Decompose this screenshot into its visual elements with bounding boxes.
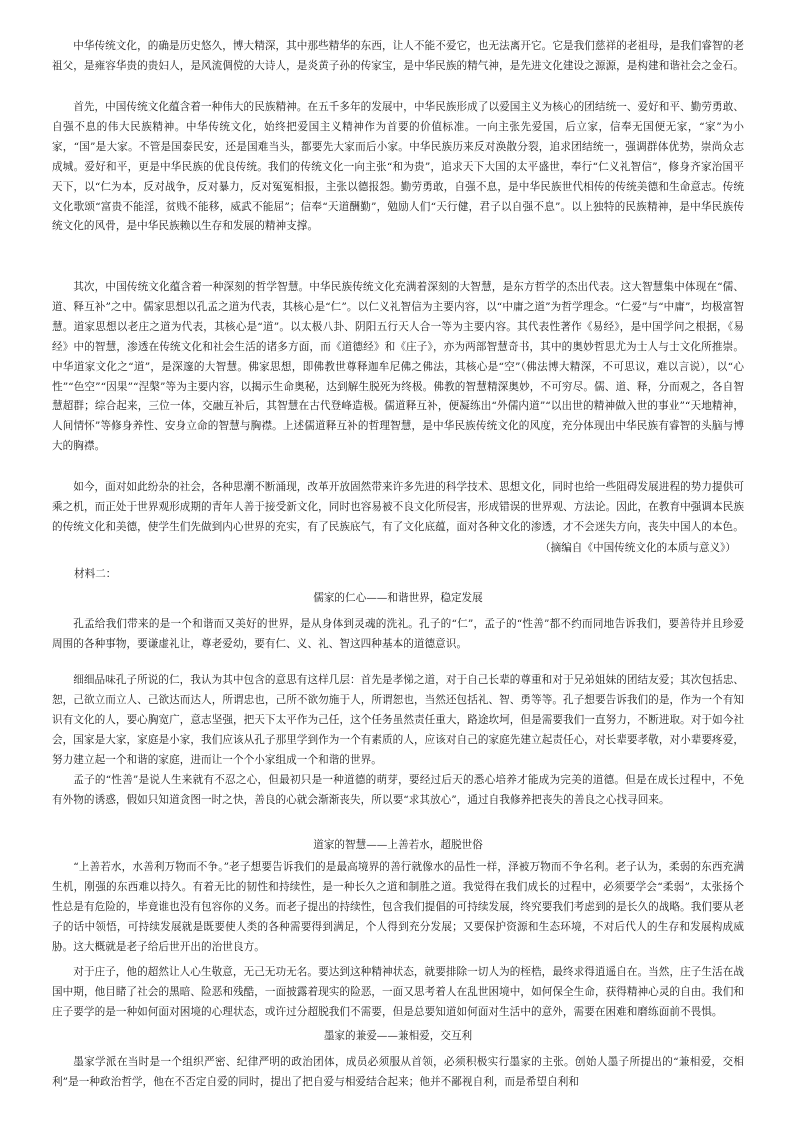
section-title-taoist: 道家的智慧——上善若水，超脱世俗	[313, 839, 483, 851]
material2-paragraph-3: 孟子的“性善”是说人生来就有不忍之心，但最初只是一种道德的萌芽，要经过后天的悉心培养才能成为完美的道德。但是在成长过程中，不免有外物的诱惑，假如只知道贪图一时之快，善良的心就会渐渐丧失，所以要“求其放心”，通过自我修养把丧失的善良之心找寻回来。	[52, 774, 744, 806]
material2-paragraph-4: “上善若水，水善利万物而不争。”老子想要告诉我们的是最高境界的善行就像水的品性一样，泽被万物而不争名利。老子认为，柔弱的东西充满生机，刚强的东西难以持久。有着无比的韧性和持续性，是一种长久之道和制胜之道。我觉得在我们成长的过程中，必须要学会“柔弱”，太张扬个性总是有危险的，毕竟谁也没有包容你的义务。而老子提出的持续性，包含我们提倡的可持续发展，终究要我们考虑到的是长久的战略。我们要从老子的话中领悟，可持续发展就是既要使人类的各种需要得到满足，个人得到充分发展；又要保护资源和生态环境，不对后代人的生存和发展构成威胁。这大概就是老子给后世开出的治世良方。	[52, 861, 744, 953]
material2-paragraph-5: 对于庄子，他的超然让人心生敬意，无己无功无名。要达到这种精神状态，就要排除一切人为的桎梏，最终求得逍遥自在。当然，庄子生活在战国中期，他目睹了社会的黑暗、险恶和残酷，一面披露着现实的险恶，一面又思考着人在乱世困境中，如何保全生命，获得精神心灵的自由。我们和庄子要学的是一种如何面对困境的心理状态，或许过分超脱我们不需要，但是总要知道如何面对生活中的意外，需要在困难和磨练面前不畏惧。	[52, 966, 744, 1018]
section-title-confucian: 儒家的仁心——和谐世界，稳定发展	[313, 592, 483, 604]
material2-label: 材料二：	[74, 568, 117, 580]
passage1-paragraph-1: 中华传统文化，的确是历史悠久，博大精深，其中那些精华的东西，让人不能不爱它，也无法离开它。它是我们慈祥的老祖母，是我们睿智的老祖父，是雍容华贵的贵妇人，是风流倜傥的大诗人，是炎黄子孙的传家宝，是中华民族的精气神，是先进文化建设之源源，是构建和谐社会之金石。	[52, 40, 744, 72]
material2-paragraph-1: 孔孟给我们带来的是一个和谐而又美好的世界，是从身体到灵魂的洗礼。孔子的“仁”，孟子的“性善”都不约而同地告诉我们，要善待并且珍爱周围的各种事物，要谦虚礼让，尊老爱幼，要有仁、义、礼、智这四种基本的道德意识。	[52, 618, 744, 650]
passage1-paragraph-3: 其次，中国传统文化蕴含着一种深刻的哲学智慧。中华民族传统文化充满着深刻的大智慧，是东方哲学的杰出代表。这大智慧集中体现在“儒、道、释互补”之中。儒家思想以孔孟之道为代表，其核心是“仁”。以仁义礼智信为主要内容，以“中庸之道”为哲学理念。“仁爱”与“中庸”，均极富智慧。道家思想以老庄之道为代表，其核心是“道”。以太极八卦、阴阳五行天人合一等为主要内容。其代表性著作《易经》，是中国学问之根据，《易经》中的智慧，渗透在传统文化和社会生活的诸多方面，而《道德经》和《庄子》，亦为两部智慧奇书，其中的奥妙哲思尤为士人与士文化所推崇。中华道家文化之“道”，是深邃的大智慧。佛家思想，即佛教世尊释迦牟尼佛之佛法，其核心是“空”（佛法博大精深，不可思议，难以言说），以“心性”“色空”“因果”“涅槃”等为主要内容，以揭示生命奥秘，达到解生脱死为终极。佛教的智慧精深奥妙，不可穷尽。儒、道、释，分而观之，各自智慧超群；综合起来，三位一体，交融互补后，其智慧在古代登峰造极。儒道释互补，便凝练出“外儒内道”“以出世的精神做入世的事业”“天地精神，人间情怀”等修身养性、安身立命的智慧与胸襟。上述儒道释互补的哲理智慧，是中华民族传统文化的风度，充分体现出中华民族有睿智的头脑与博大的胸襟。	[52, 281, 744, 453]
passage1-source: （摘编自《中国传统文化的本质与意义》）	[540, 542, 736, 554]
material2-paragraph-2: 细细品味孔子所说的仁，我认为其中包含的意思有这样几层：首先是孝悌之道，对于自己长辈的尊重和对于兄弟姐妹的团结友爱；其次包括忠、恕，己欲立而立人、己欲达而达人，所谓忠也，己所不欲勿施于人，所谓恕也，当然还包括礼、智、勇等等。孔子想要告诉我们的是，作为一个有知识有文化的人，要心胸宽广，意志坚强，把天下太平作为己任，这个任务虽然责任重大，路途坎坷，但是需要我们一直努力，不断进取。对于如今社会，国家是大家，家庭是小家，我们应该从孔子那里学到作为一个有素质的人，应该对自己的家庭先建立起责任心，对长辈要孝敬，对小辈要疼爱，努力建立起一个和谐的家庭，进而让一个个小家组成一个和谐的世界。	[52, 674, 744, 766]
section-title-mohist: 墨家的兼爱——兼相爱，交互利	[323, 1030, 473, 1042]
material2-paragraph-6: 墨家学派在当时是一个组织严密、纪律严明的政治团体，成员必须服从首领，必须积极实行墨家的主张。创始人墨子所提出的“兼相爱，交相利”是一种政治哲学，他在不否定自爱的同时，提出了把自爱与相爱结合起来；他并不鄙视自利，而是希望自利和	[52, 1056, 744, 1088]
passage1-paragraph-2: 首先，中国传统文化蕴含着一种伟大的民族精神。在五千多年的发展中，中华民族形成了以爱国主义为核心的团结统一、爱好和平、勤劳勇敢、自强不息的伟大民族精神。中华传统文化，始终把爱国主义精神作为首要的价值标准。一向主张先爱国，后立家，信奉无国便无家，“家”为小家，“国”是大家。不管是国泰民安，还是国难当头，都要先大家而后小家。中华民族历来反对涣散分裂，追求团结统一，强调群体优势，崇尚众志成城。爱好和平，更是中华民族的优良传统。我们的传统文化一向主张“和为贵”，追求天下大国的太平盛世，奉行“仁义礼智信”，修身齐家治国平天下，以“仁为本，反对战争，反对暴力，反对冤冤相报，主张以德报怨。勤劳勇敢，自强不息，是中华民族世代相传的传统美德和生命意志。传统文化歌颂“富贵不能淫，贫贱不能移，威武不能屈”；信奉“天道酬勤”，勉励人们“天行健，君子以自强不息”。以上独特的民族精神，是中华民族传统文化的风骨，是中华民族赖以生存和发展的精神支撑。	[52, 101, 744, 233]
passage1-paragraph-4: 如今，面对如此纷杂的社会，各种思潮不断涌现，改革开放固然带来许多先进的科学技术、思想文化，同时也给一些阻碍发展进程的势力提供可乘之机，而正处于世界观形成期的青年人善于接受新文化，同时也容易被不良文化所侵害，形成错误的世界观、方法论。因此，在教育中强调本民族的传统文化和美德，使学生们先做到内心世界的充实，有了民族底气，有了文化底蕴，面对各种文化的渗透，才不会迷失方向，丧失中国人的本色。	[52, 481, 744, 533]
